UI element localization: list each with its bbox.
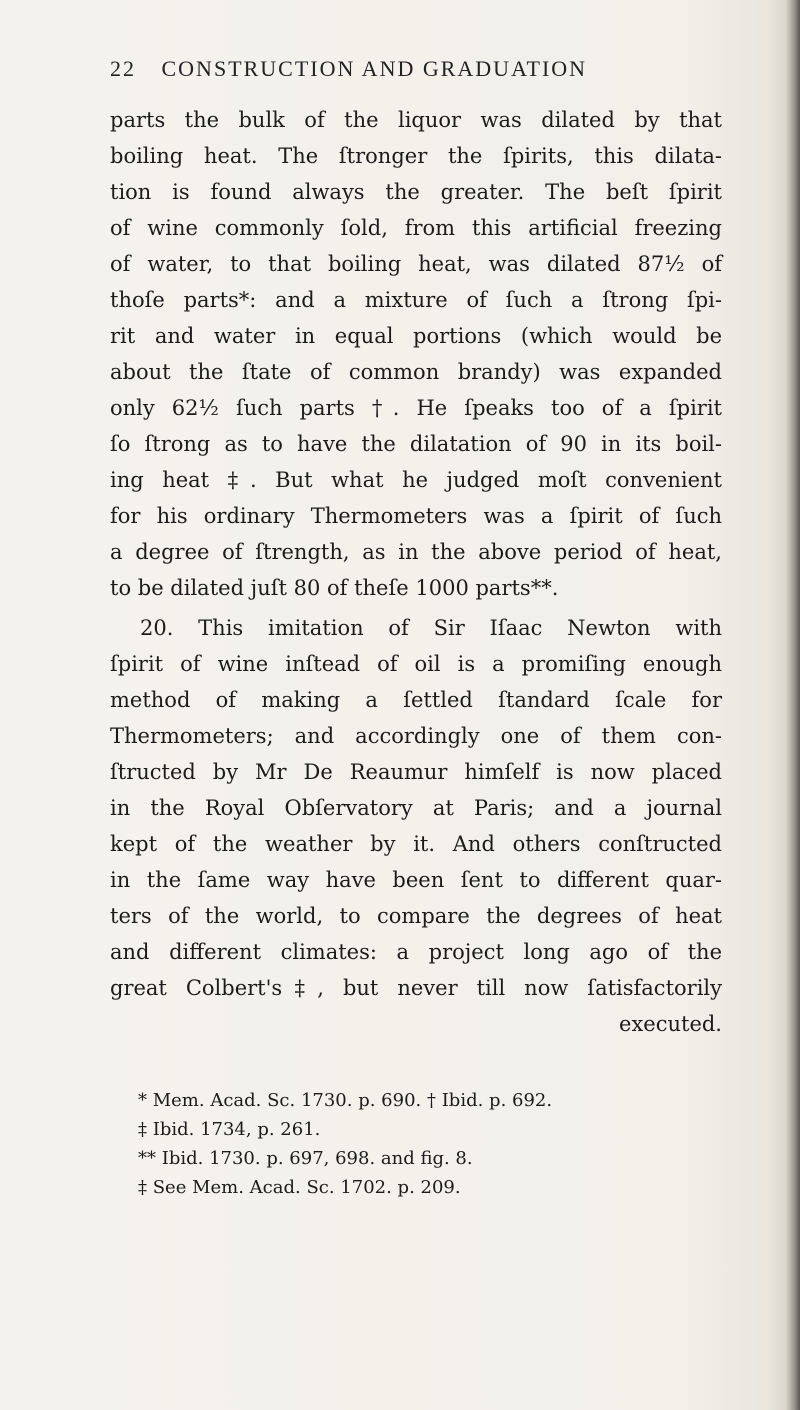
text-line: to be dilated juſt 80 of theſe 1000 parts**. — [110, 576, 559, 600]
footnote: ‡ Ibid. 1734, p. 261. — [138, 1119, 321, 1140]
footnote: * Mem. Acad. Sc. 1730. p. 690. † Ibid. p. 692. — [138, 1090, 553, 1111]
footnote: ** Ibid. 1730. p. 697, 698. and fig. 8. — [138, 1148, 473, 1169]
text-line: in the Royal Obſervatory at Paris; and a journal — [110, 796, 722, 820]
text-line: executed. — [619, 1012, 722, 1036]
text-line: ſpirit of wine inſtead of oil is a promiſing enough — [110, 652, 722, 676]
text-line: ters of the world, to compare the degrees of heat — [110, 904, 722, 928]
text-line: method of making a ſettled ſtandard ſcale for — [110, 688, 722, 712]
text-line: great Colbert's‡, but never till now ſatisfactorily — [110, 976, 722, 1000]
text-line: ſtructed by Mr De Reaumur himſelf is now placed — [110, 760, 722, 784]
text-line: parts the bulk of the liquor was dilated by that — [110, 108, 722, 132]
text-line: kept of the weather by it. And others conſtructed — [110, 832, 722, 856]
running-header — [110, 56, 587, 82]
text-line: only 62½ ſuch parts †. He ſpeaks too of a ſpirit — [110, 396, 722, 420]
text-line: a degree of ſtrength, as in the above period of heat, — [110, 540, 722, 564]
paragraph-1 — [110, 102, 722, 606]
running-title: CONSTRUCTION AND GRADUATION — [161, 56, 588, 81]
text-line: of water, to that boiling heat, was dilated 87½ of — [110, 252, 722, 276]
text-line: and different climates: a project long ago of the — [110, 940, 722, 964]
text-line: about the ſtate of common brandy) was expanded — [110, 360, 722, 384]
paragraph-2 — [110, 610, 722, 1042]
text-line: Thermometers; and accordingly one of them con- — [110, 724, 722, 748]
footnote: ‡ See Mem. Acad. Sc. 1702. p. 209. — [138, 1177, 461, 1198]
text-line: thoſe parts*: and a mixture of ſuch a ſtrong ſpi- — [110, 288, 722, 312]
page-number: 22 — [110, 56, 136, 81]
footnotes — [138, 1086, 718, 1202]
text-line: tion is found always the greater. The beſt ſpirit — [110, 180, 722, 204]
book-spine-edge — [786, 0, 800, 1410]
text-line: ing heat ‡. But what he judged moſt convenient — [110, 468, 722, 492]
text-line: boiling heat. The ſtronger the ſpirits, this dilata- — [110, 144, 722, 168]
body-text — [110, 102, 722, 1042]
text-line: 20. This imitation of Sir Iſaac Newton with — [140, 616, 722, 640]
text-line: in the ſame way have been ſent to different quar- — [110, 868, 722, 892]
text-line: ſo ſtrong as to have the dilatation of 90 in its boil- — [110, 432, 722, 456]
text-line: rit and water in equal portions (which would be — [110, 324, 722, 348]
text-line: for his ordinary Thermometers was a ſpirit of ſuch — [110, 504, 722, 528]
text-line: of wine commonly ſold, from this artificial freezing — [110, 216, 722, 240]
